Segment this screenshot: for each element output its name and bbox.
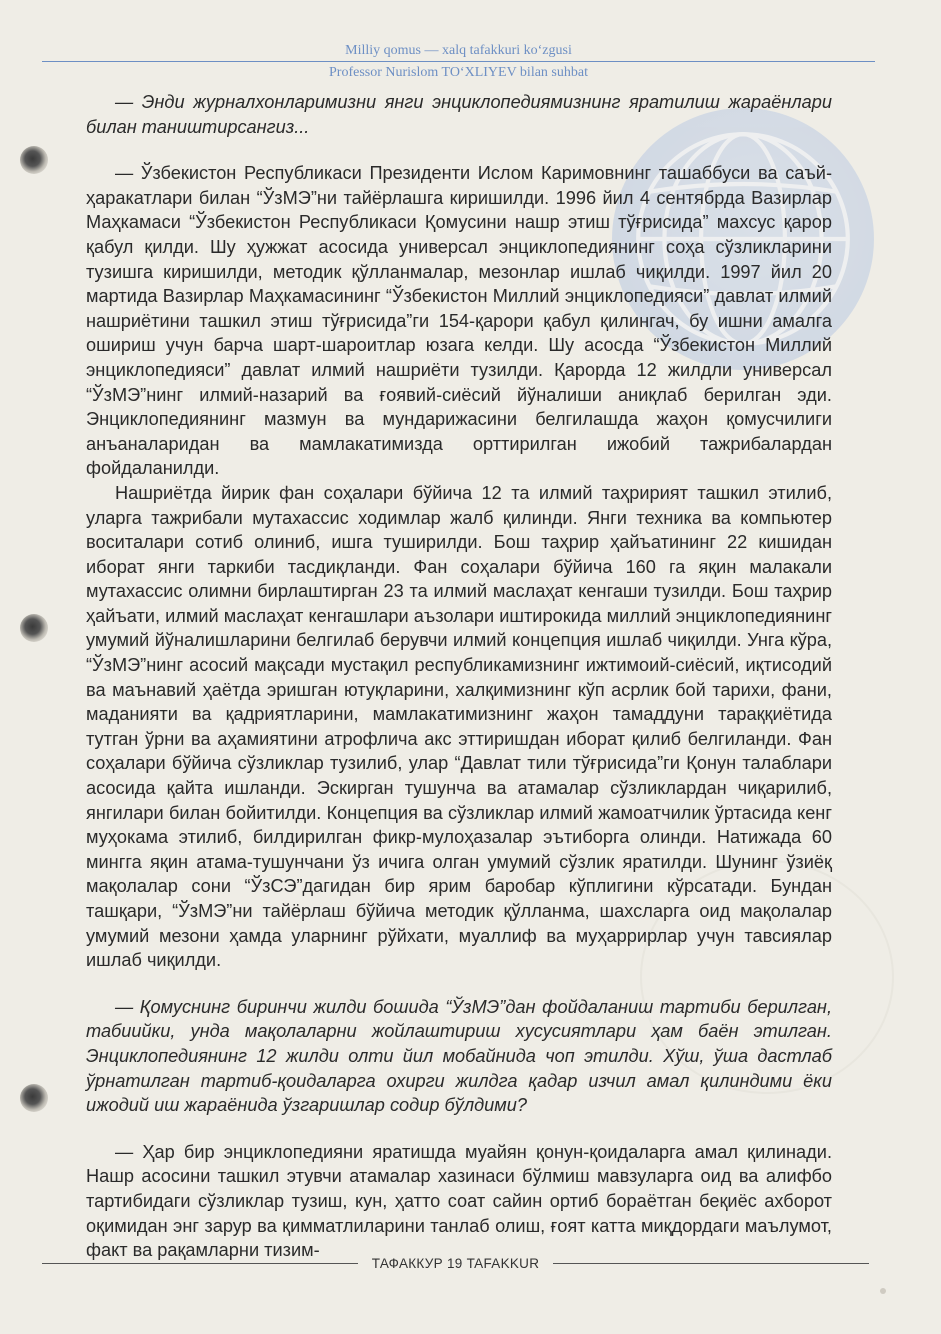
binder-hole <box>20 1084 48 1112</box>
question-paragraph: — Қомуснинг биринчи жилди бошида “ЎзМЭ”дан фойдаланиш тартиби берилган, табиийки, унда мақолаларни жойлаштириш хусусиятлари ҳам баён этилган. Энциклопедиянинг 12 жилди олти йил мобайнида чоп этилди. Хўш, ўша дастлаб ўрнатилган тартиб-қоидаларга охирги жилдга қадар изчил амал қилиндими ёки ижодий иш жараёнида ўзгаришлар содир бўлдими? <box>86 996 832 1116</box>
article-body <box>86 90 832 1263</box>
paper-mark <box>880 1288 886 1294</box>
binder-hole <box>20 614 48 642</box>
running-head <box>42 40 875 84</box>
header-rule <box>42 61 875 62</box>
binder-hole <box>20 146 48 174</box>
answer-paragraph: — Ҳар бир энциклопедияни яратишда муайян қонун-қоидаларга амал қилинади. Нашр асосини ташкил этувчи атамалар хазинаси бўлмиш мавзуларга оид ва алифбо тартибидаги сўзликлар тузиш, кун, ҳатто соат сайин ортиб бораётган беқиёс ахборот оқимидан энг зарур ва қимматлиларини танлаб олиш, ғоят катта миқдордаги маълумот, факт ва рақамларни тизим- <box>86 1141 832 1261</box>
running-head-subtitle: Professor Nurislom TO‘XLIYEV bilan suhbat <box>329 65 588 80</box>
page-footer <box>42 1252 869 1274</box>
footer-label: ТАФАККУР 19 TAFAKKUR <box>371 1255 540 1271</box>
answer-paragraph: Нашриётда йирик фан соҳалари бўйича 12 та илмий таҳририят ташкил этилиб, уларга тажрибали мутахассис ходимлар жалб қилинди. Янги техника ва компьютер воситалари сотиб олиниб, ишга туширилди. Бош таҳрир ҳайъатининг 22 кишидан иборат янги таркиби тасдиқланди. Фан соҳалари бўйича 160 га яқин малакали мутахассис олимни бирлаштирган 23 та илмий маслаҳат кенгаши тузилди. Бош таҳрир ҳайъати, илмий маслаҳат кенгашлари аъзолари иштирокида миллий энциклопедиянинг умумий йўналишларини белгилаб берувчи илмий концепция ишлаб чиқилди. Унга кўра, “ЎзМЭ”нинг асосий мақсади мустақил республикамизнинг ижтимоий-сиёсий, иқтисодий ва маънавий ҳаётда эришган ютуқларини, халқимизнинг кўп асрлик бой тарихи, фани, маданияти ва қадриятларини, мамлакатимизнинг жаҳон тамаддуни тараққиётида тутган ўрни ва аҳамиятини атрофлича акс эттиришдан иборат қилиб белгиланди. Фан соҳалари бўйича сўзликлар тузилиб, улар “Давлат тили тўғрисида”ги Қонун талаблари асосида қайта ишланди. Эскирган тушунча ва атамалар сўзликлардан чиқарилиб, янгилари билан бойитилди. Концепция ва сўзликлар илмий жамоатчилик ўртасида кенг муҳокама этилиб, билдирилган фикр-мулоҳазалар эътиборга олинди. Натижада 60 мингга яқин атама-тушунчани ўз ичига олган умумий сўзлик яратилди. Шунинг ўзиёқ мақолалар сони “ЎзСЭ”дагидан бир ярим баробар кўплигини кўрсатади. Бундан ташқари, “ЎзМЭ”ни тайёрлаш бўйича методик қўлланма, шахсларга оид мақолалар умумий мезони ҳамда уларнинг рўйхати, муаллиф ва муҳаррирлар учун тавсиялар ишлаб чиқилди. <box>86 482 832 971</box>
answer-paragraph: — Ўзбекистон Республикаси Президенти Ислом Каримовнинг ташаббуси ва саъй-ҳаракатлари билан “ЎзМЭ”ни тайёрлашга киришилди. 1996 йил 4 сентябрда Вазирлар Маҳкамаси “Ўзбекистон Республикаси Қомусини нашр этиш тўғрисида” махсус қарор қабул қилди. Шу ҳужжат асосида универсал энциклопедиянинг соҳа сўзликларини тузишга киришилди, методик қўлланмалар, мезонлар ишлаб чиқилди. 1997 йил 20 мартида Вазирлар Маҳкамасининг “Ўзбекистон Миллий энциклопедияси” давлат илмий нашриётини ташкил этиш тўғрисида”ги 154-қарори қабул қилингач, бу ишни амалга ошириш учун барча шарт-шароитлар юзага келди. Шу асосда “Ўзбекистон Миллий энциклопедияси” давлат илмий нашриёти тузилди. Қарорда 12 жилдли универсал “ЎзМЭ”нинг илмий-назарий ва ғоявий-сиёсий йўналиши аниқлаб берилган эди. Энциклопедиянинг мазмун ва мундарижасини белгилашда жаҳон қомусчилиги анъаналаридан ва мамлакатимизда орттирилган ижобий тажрибалардан фойдаланилди. <box>86 163 832 479</box>
running-head-title: Milliy qomus — xalq tafakkuri ko‘zgusi <box>345 43 572 58</box>
question-paragraph: — Энди журналхонларимизни янги энциклопедиямизнинг яратилиш жараёнлари билан таништирсангиз... <box>86 92 832 137</box>
footer-rule <box>553 1263 869 1264</box>
footer-rule <box>42 1263 358 1264</box>
